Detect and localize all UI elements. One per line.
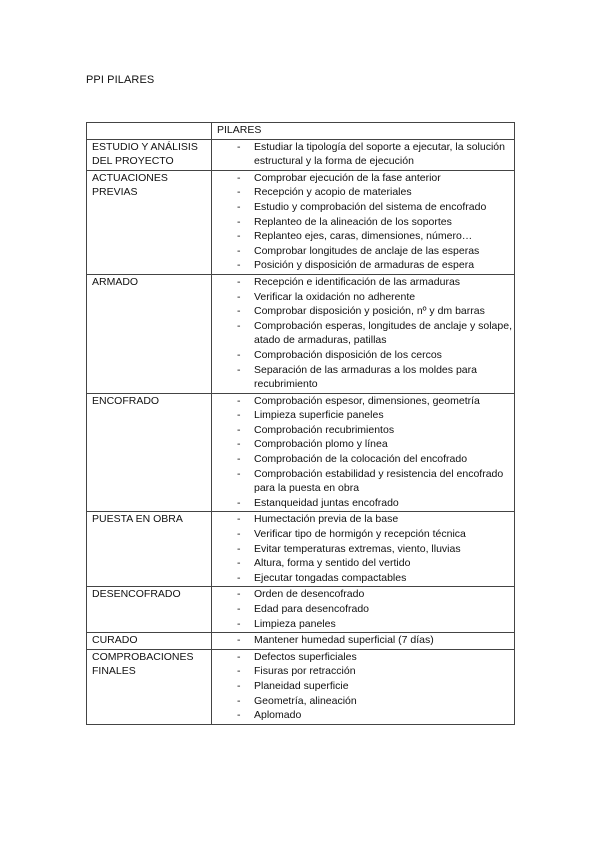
check-item-list — [217, 512, 512, 585]
check-item: - Defectos superficiales — [217, 650, 512, 665]
section-name-cell: ARMADO — [87, 274, 212, 393]
check-item: - Planeidad superficie — [217, 679, 512, 694]
check-item: - Humectación previa de la base — [217, 512, 512, 527]
check-item: - Limpieza paneles — [217, 617, 512, 632]
check-item: - Altura, forma y sentido del vertido — [217, 556, 512, 571]
section-items-cell — [212, 274, 515, 393]
check-item: - Comprobación de la colocación del encofrado — [217, 452, 512, 467]
table-row — [87, 649, 515, 724]
ppi-table-body — [87, 123, 515, 725]
check-item: - Comprobación plomo y línea — [217, 437, 512, 452]
section-name-cell: ENCOFRADO — [87, 393, 212, 512]
check-item: - Fisuras por retracción — [217, 664, 512, 679]
check-item: - Evitar temperaturas extremas, viento, lluvias — [217, 542, 512, 557]
section-name-cell: PUESTA EN OBRA — [87, 512, 212, 587]
table-row — [87, 393, 515, 512]
check-item: - Separación de las armaduras a los moldes para recubrimiento — [217, 363, 512, 392]
check-item: - Comprobación esperas, longitudes de anclaje y solape, atado de armaduras, patillas — [217, 319, 512, 348]
check-item: - Comprobar disposición y posición, nº y dm barras — [217, 304, 512, 319]
table-row — [87, 274, 515, 393]
section-name-cell: CURADO — [87, 633, 212, 650]
section-items-cell — [212, 633, 515, 650]
check-item: - Comprobar longitudes de anclaje de las esperas — [217, 244, 512, 259]
table-row — [87, 170, 515, 274]
ppi-table — [86, 122, 515, 725]
check-item: - Comprobar ejecución de la fase anterior — [217, 171, 512, 186]
section-items-cell — [212, 170, 515, 274]
check-item: - Ejecutar tongadas compactables — [217, 571, 512, 586]
table-header-row — [87, 123, 515, 140]
check-item: - Orden de desencofrado — [217, 587, 512, 602]
check-item: - Verificar la oxidación no adherente — [217, 290, 512, 305]
check-item-list — [217, 650, 512, 723]
check-item: - Comprobación espesor, dimensiones, geometría — [217, 394, 512, 409]
section-items-cell — [212, 649, 515, 724]
check-item: - Edad para desencofrado — [217, 602, 512, 617]
header-cell-empty — [87, 123, 212, 140]
header-cell-pilares: PILARES — [212, 123, 515, 140]
section-name-cell: COMPROBACIONES FINALES — [87, 649, 212, 724]
section-name-cell: DESENCOFRADO — [87, 587, 212, 633]
check-item: - Recepción e identificación de las armaduras — [217, 275, 512, 290]
check-item-list — [217, 394, 512, 511]
section-items-cell — [212, 512, 515, 587]
check-item: - Estanqueidad juntas encofrado — [217, 496, 512, 511]
check-item-list — [217, 171, 512, 273]
check-item: - Posición y disposición de armaduras de espera — [217, 258, 512, 273]
section-items-cell — [212, 393, 515, 512]
check-item-list — [217, 587, 512, 631]
check-item: - Replanteo ejes, caras, dimensiones, número… — [217, 229, 512, 244]
section-name-cell: ACTUACIONES PREVIAS — [87, 170, 212, 274]
table-row — [87, 139, 515, 170]
table-row — [87, 587, 515, 633]
check-item-list — [217, 140, 512, 169]
section-items-cell — [212, 139, 515, 170]
section-name-cell: ESTUDIO Y ANÁLISIS DEL PROYECTO — [87, 139, 212, 170]
check-item-list — [217, 633, 512, 648]
section-items-cell — [212, 587, 515, 633]
check-item: - Estudio y comprobación del sistema de encofrado — [217, 200, 512, 215]
check-item: - Limpieza superficie paneles — [217, 408, 512, 423]
check-item: - Comprobación disposición de los cercos — [217, 348, 512, 363]
table-row — [87, 633, 515, 650]
check-item: - Comprobación recubrimientos — [217, 423, 512, 438]
check-item-list — [217, 275, 512, 392]
check-item: - Aplomado — [217, 708, 512, 723]
check-item: - Recepción y acopio de materiales — [217, 185, 512, 200]
check-item: - Estudiar la tipología del soporte a ejecutar, la solución estructural y la forma de ejecución — [217, 140, 512, 169]
document-title: PPI PILARES — [86, 74, 155, 86]
check-item: - Geometría, alineación — [217, 694, 512, 709]
check-item: - Verificar tipo de hormigón y recepción técnica — [217, 527, 512, 542]
check-item: - Replanteo de la alineación de los soportes — [217, 215, 512, 230]
check-item: - Mantener humedad superficial (7 días) — [217, 633, 512, 648]
table-row — [87, 512, 515, 587]
check-item: - Comprobación estabilidad y resistencia del encofrado para la puesta en obra — [217, 467, 512, 496]
